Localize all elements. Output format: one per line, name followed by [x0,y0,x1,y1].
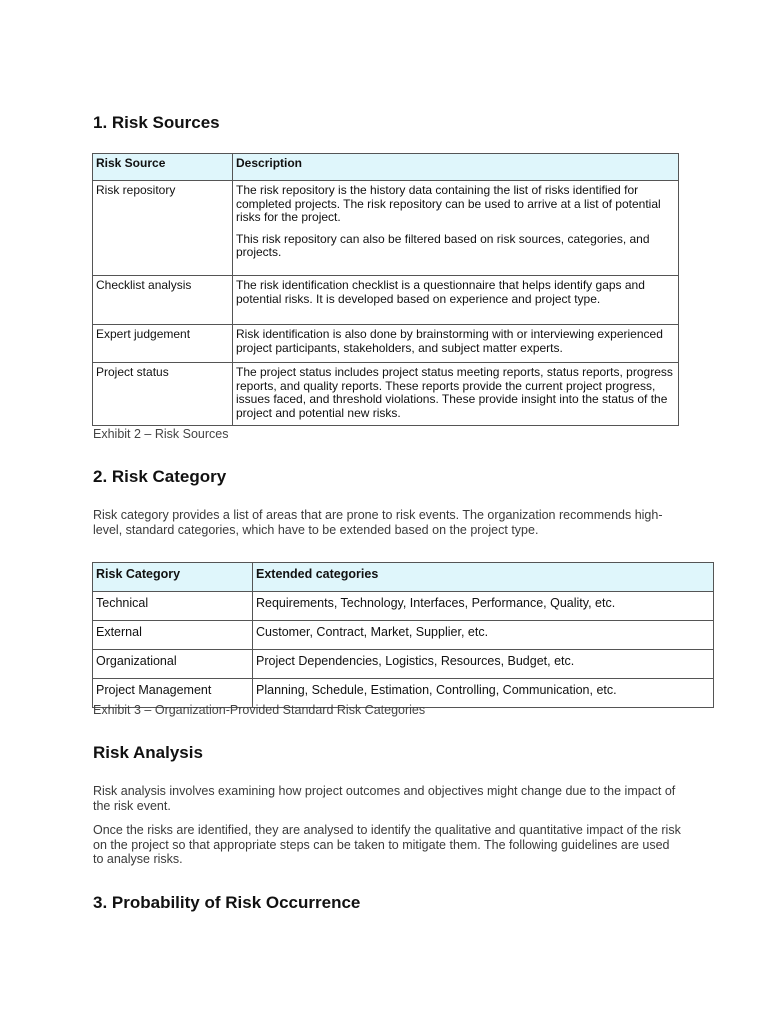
column-header: Description [233,154,679,181]
description-text: The project status includes project status meeting reports, status reports, progress reports, and quality reports. These reports provide the current project progress, issues faced, and threshold violations. These provide insight into the status of the project and potential new risks. [236,365,673,420]
table-row [93,592,714,621]
description-text: The risk identification checklist is a questionnaire that helps identify gaps and potential risks. It is developed based on experience and project type. [236,278,645,306]
risk-category-cell: Technical [93,592,253,621]
extended-categories-cell: Requirements, Technology, Interfaces, Performance, Quality, etc. [253,592,714,621]
risk-source-cell: Expert judgement [93,325,233,363]
risk-analysis-paragraph: Once the risks are identified, they are analysed to identify the qualitative and quantitative impact of the risk on the project so that appropriate steps can be taken to mitigate them. The following guidelines are used to analyse risks. [93,823,681,866]
description-cell [233,276,679,325]
section-heading-risk-category: 2. Risk Category [93,467,227,486]
column-header: Risk Source [93,154,233,181]
column-header: Extended categories [253,563,714,592]
description-text: Risk identification is also done by brainstorming with or interviewing experienced project participants, stakeholders, and subject matter experts. [236,327,663,355]
section-heading-risk-sources: 1. Risk Sources [93,113,220,132]
risk-category-cell: External [93,621,253,650]
section-heading-probability: 3. Probability of Risk Occurrence [93,893,361,912]
risk-analysis-paragraph: Risk analysis involves examining how project outcomes and objectives might change due to the impact of the risk event. [93,784,676,813]
risk-category-table [92,562,714,708]
table-row [93,276,679,325]
description-text: This risk repository can also be filtered based on risk sources, categories, and projects. [236,231,650,259]
column-header: Risk Category [93,563,253,592]
risk-category-intro: Risk category provides a list of areas that are prone to risk events. The organization recommends high-level, standard categories, which have to be extended based on the project type. [93,508,663,537]
exhibit-caption: Exhibit 2 – Risk Sources [93,427,229,441]
table-row [93,325,679,363]
table-row [93,363,679,426]
extended-categories-cell: Customer, Contract, Market, Supplier, etc. [253,621,714,650]
description-cell [233,325,679,363]
description-cell [233,181,679,276]
risk-source-cell: Checklist analysis [93,276,233,325]
table-row [93,181,679,276]
table-row [93,650,714,679]
table-row [93,621,714,650]
risk-source-cell: Project status [93,363,233,426]
extended-categories-cell: Planning, Schedule, Estimation, Controlling, Communication, etc. [253,679,714,708]
table-header-row [93,563,714,592]
risk-source-cell: Risk repository [93,181,233,276]
risk-category-cell: Organizational [93,650,253,679]
table-header-row [93,154,679,181]
risk-category-cell: Project Management [93,679,253,708]
description-text: The risk repository is the history data containing the list of risks identified for completed projects. The risk repository can be used to arrive at a list of potential risks for the project. [236,183,661,224]
section-heading-risk-analysis: Risk Analysis [93,743,203,762]
risk-sources-table [92,153,679,426]
description-cell [233,363,679,426]
exhibit-caption: Exhibit 3 – Organization-Provided Standard Risk Categories [93,703,426,717]
extended-categories-cell: Project Dependencies, Logistics, Resources, Budget, etc. [253,650,714,679]
